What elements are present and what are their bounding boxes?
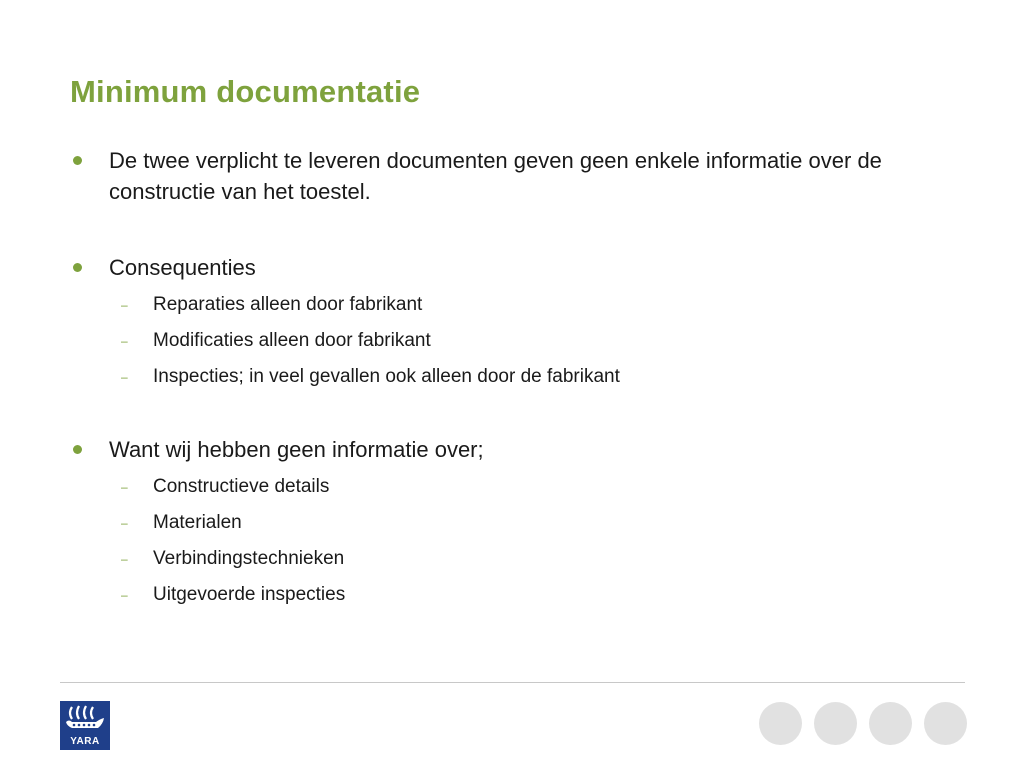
sub-bullet-text: Uitgevoerde inspecties	[153, 584, 346, 605]
bullet-text: Want wij hebben geen informatie over;	[109, 437, 484, 462]
bullet-text: Consequenties	[109, 255, 256, 280]
sub-bullet-item	[70, 505, 950, 541]
bullet-text: De twee verplicht te leveren documenten geven geen enkele informatie over de constructie van het toestel.	[109, 148, 882, 204]
bullet-block-2	[70, 252, 950, 395]
nav-dot-2[interactable]	[814, 702, 857, 745]
sub-bullet-text: Materialen	[153, 512, 242, 533]
slide-title: Minimum documentatie	[70, 74, 421, 109]
sub-bullet-item	[70, 577, 950, 613]
bullet-dot-icon	[73, 263, 82, 272]
sub-bullet-text: Inspecties; in veel gevallen ook alleen door de fabrikant	[153, 366, 620, 387]
sub-bullet-text: Verbindingstechnieken	[153, 548, 345, 569]
bullet-item	[70, 434, 950, 465]
bullet-dot-icon	[73, 445, 82, 454]
dash-icon: –	[121, 298, 128, 312]
sub-bullet-list	[70, 287, 950, 395]
bullet-block-1	[70, 145, 950, 207]
sub-bullet-item	[70, 469, 950, 505]
bullet-item	[70, 252, 950, 283]
yara-logo	[60, 701, 110, 750]
bullet-block-3	[70, 434, 950, 613]
dash-icon: –	[121, 516, 128, 530]
nav-dot-4[interactable]	[924, 702, 967, 745]
sub-bullet-list	[70, 469, 950, 613]
viking-ship-logo-icon	[60, 701, 110, 737]
dash-icon: –	[121, 480, 128, 494]
sub-bullet-text: Reparaties alleen door fabrikant	[153, 294, 423, 315]
dash-icon: –	[121, 588, 128, 602]
footer-divider	[60, 682, 965, 683]
dash-icon: –	[121, 552, 128, 566]
sub-bullet-item	[70, 359, 950, 395]
sub-bullet-text: Modificaties alleen door fabrikant	[153, 330, 431, 351]
sub-bullet-item	[70, 323, 950, 359]
dash-icon: –	[121, 334, 128, 348]
sub-bullet-item	[70, 287, 950, 323]
bullet-dot-icon	[73, 156, 82, 165]
logo-text: YARA	[70, 736, 100, 747]
dash-icon: –	[121, 370, 128, 384]
sub-bullet-item	[70, 541, 950, 577]
sub-bullet-text: Constructieve details	[153, 476, 330, 497]
nav-dots	[759, 702, 967, 745]
nav-dot-3[interactable]	[869, 702, 912, 745]
nav-dot-1[interactable]	[759, 702, 802, 745]
bullet-item	[70, 145, 950, 207]
